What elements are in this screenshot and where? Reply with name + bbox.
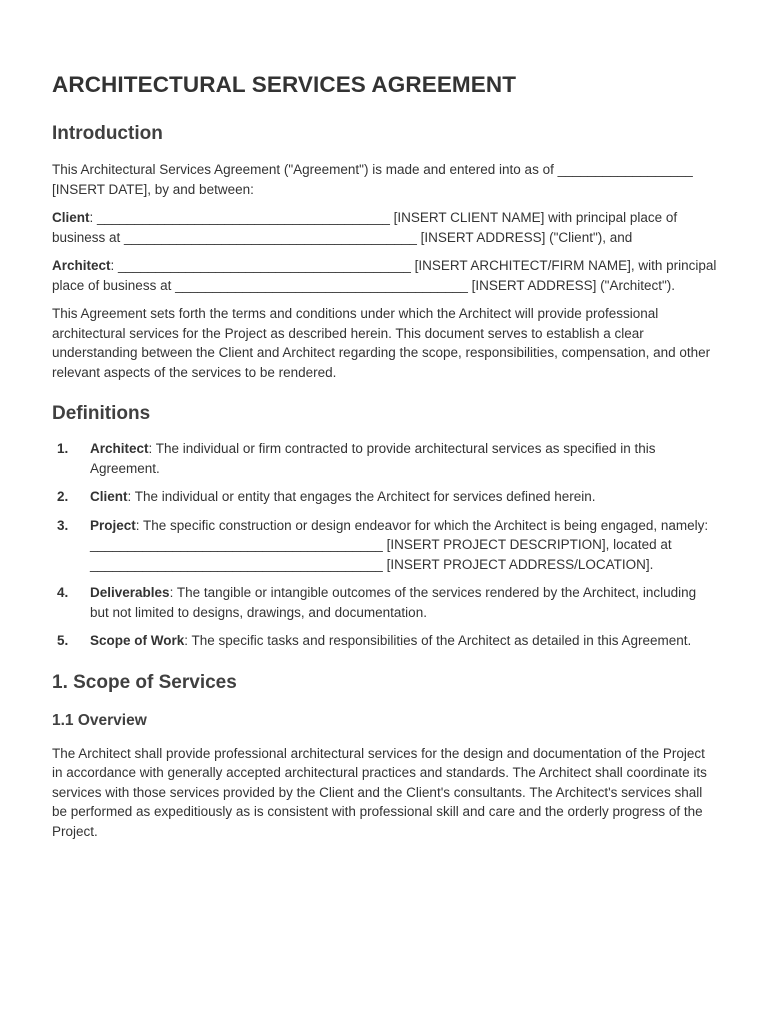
list-number: 2.	[57, 489, 69, 504]
client-label: Client	[52, 210, 90, 225]
definition-item-deliverables	[52, 583, 718, 622]
definition-term: Deliverables	[90, 585, 170, 600]
architect-details: : _______________________________________ [INSERT ARCHITECT/FIRM NAME], with principal place of business at _______________________________________ [INSERT ADDRESS] ("Architect").	[52, 258, 717, 293]
list-number: 1.	[57, 441, 69, 456]
architect-label: Architect	[52, 258, 111, 273]
definition-term: Client	[90, 489, 128, 504]
definition-term: Scope of Work	[90, 633, 185, 648]
overview-heading: 1.1 Overview	[52, 711, 147, 729]
architect-paragraph	[52, 256, 718, 295]
definition-text: : The tangible or intangible outcomes of the services rendered by the Architect, including but not limited to designs, drawings, and documentation.	[90, 585, 697, 620]
purpose-paragraph: This Agreement sets forth the terms and conditions under which the Architect will provide professional architectural services for the Project as described herein. This document serves to establish a clear understanding between the Client and Architect regarding the scope, responsibilities, compensation, and other relevant aspects of the services to be rendered.	[52, 306, 711, 380]
definition-text: : The specific construction or design endeavor for which the Architect is being engaged, namely: _______________________________________ [INSERT PROJECT DESCRIPTION], located at _______________________________________ [INSERT PROJECT ADDRESS/LOCATION].	[90, 517, 709, 572]
definitions-heading: Definitions	[52, 403, 151, 424]
introduction-heading: Introduction	[52, 123, 163, 144]
client-paragraph	[52, 208, 718, 247]
definition-term: Project	[90, 517, 136, 533]
definitions-list	[52, 439, 718, 651]
definition-text: : The individual or firm contracted to provide architectural services as specified in this Agreement.	[90, 441, 656, 476]
definition-term: Architect	[90, 441, 149, 456]
definition-text: : The specific tasks and responsibilities of the Architect as detailed in this Agreement.	[184, 633, 692, 648]
list-number: 3.	[57, 517, 69, 533]
client-details: : _______________________________________ [INSERT CLIENT NAME] with principal place of business at _______________________________________ [INSERT ADDRESS] ("Client"), and	[52, 210, 678, 245]
definition-item-scope-of-work	[52, 631, 718, 651]
list-number: 4.	[57, 585, 69, 600]
overview-paragraph: The Architect shall provide professional architectural services for the design and documentation of the Project in accordance with generally accepted architectural practices and standards. The Architect shall coordinate its services with those services provided by the Client and the Client's consultants. The Architect's services shall be performed as expeditiously as is consistent with professional skill and care and the orderly progress of the Project.	[52, 745, 707, 839]
list-number: 5.	[57, 633, 69, 648]
definition-text: : The individual or entity that engages the Architect for services defined herein.	[127, 489, 596, 504]
scope-of-services-heading: 1. Scope of Services	[52, 671, 237, 693]
definition-item-architect	[52, 439, 718, 478]
introduction-opening-paragraph: This Architectural Services Agreement ("Agreement") is made and entered into as of __________________ [INSERT DATE], by and between:	[52, 162, 693, 197]
definition-item-project	[52, 516, 718, 575]
document-title: ARCHITECTURAL SERVICES AGREEMENT	[52, 72, 517, 97]
definition-item-client	[52, 487, 718, 507]
